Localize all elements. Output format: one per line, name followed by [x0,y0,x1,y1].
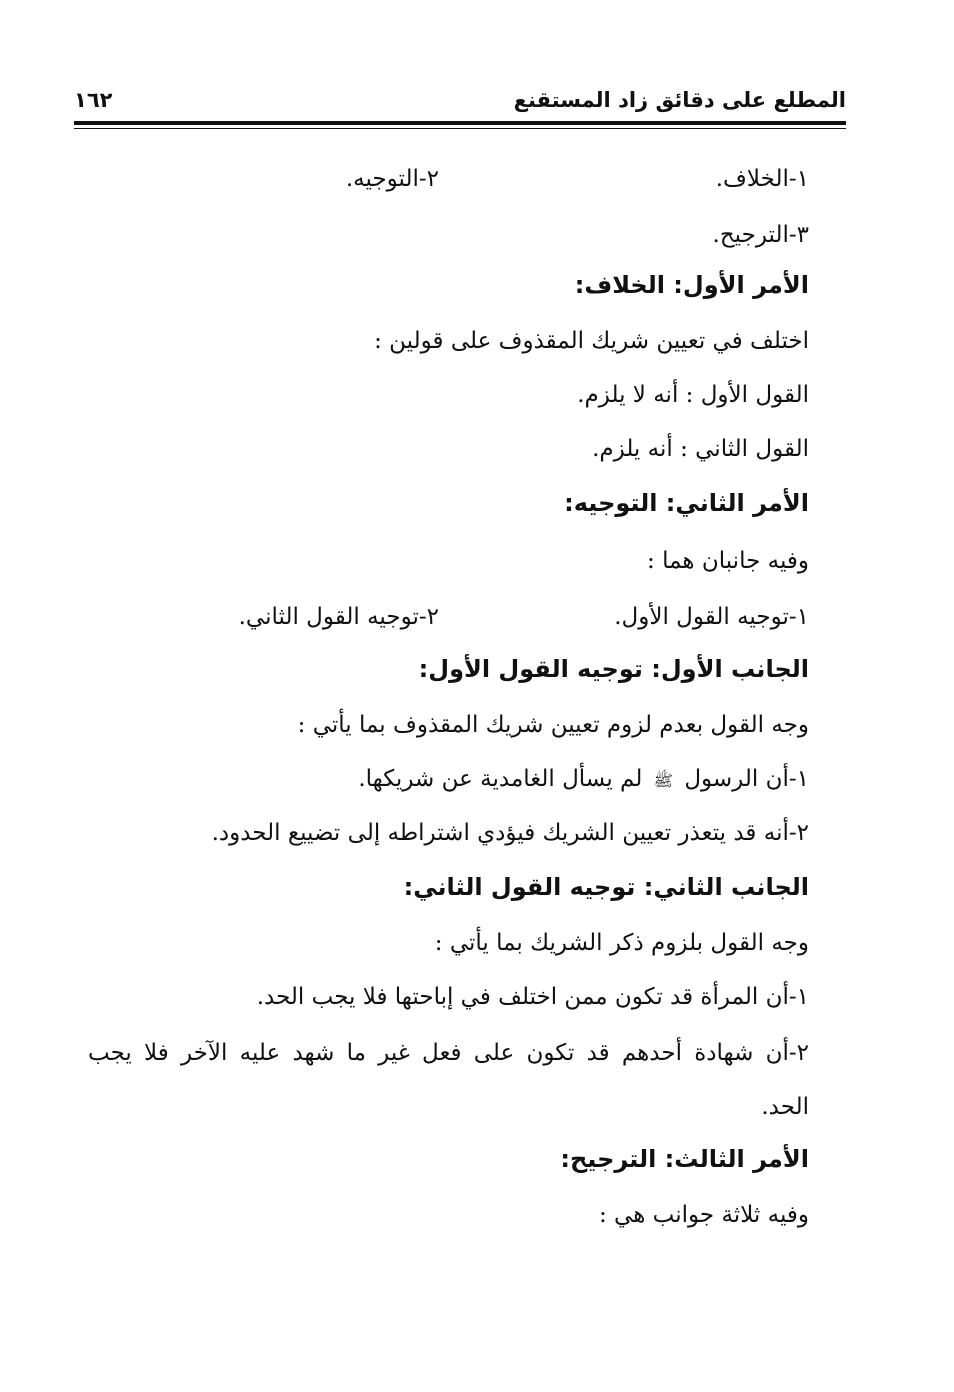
paragraph-line: وجه القول بلزوم ذكر الشريك بما يأتي : [434,930,809,956]
book-title: المطلع على دقائق زاد المستقنع [513,88,846,112]
paragraph-line: وجه القول بعدم لزوم تعيين شريك المقذوف بما يأتي : [297,712,809,738]
header-rule-thick [74,121,846,125]
section-heading-4: الجانب الثاني: توجيه القول الثاني: [403,873,809,901]
paragraph-line: وفيه ثلاثة جوانب هي : [599,1202,809,1228]
paragraph-line: ٢-أن شهادة أحدهم قد تكون على فعل غير ما شهد عليه الآخر فلا يجب [88,1040,809,1066]
paragraph-line: ١-أن المرأة قد تكون ممن اختلف في إباحتها فلا يجب الحد. [256,984,809,1010]
paragraph-line: القول الأول : أنه لا يلزم. [577,382,809,408]
section-heading-3: الجانب الأول: توجيه القول الأول: [418,655,809,683]
list-item-tawjih: ٢-التوجيه. [345,166,439,192]
list-item-tarjih: ٣-الترجيح. [712,222,809,248]
paragraph-line: وفيه جانبان هما : [647,548,809,574]
paragraph-line: ٢-أنه قد يتعذر تعيين الشريك فيؤدي اشتراطه إلى تضييع الحدود. [211,820,809,846]
paragraph-line: اختلف في تعيين شريك المقذوف على قولين : [374,328,809,354]
list-item-first-view: ١-توجيه القول الأول. [614,604,809,630]
line-text: ١-أن الرسول [684,766,809,792]
list-item-second-view: ٢-توجيه القول الثاني. [238,604,439,630]
section-heading-1: الأمر الأول: الخلاف: [574,271,809,299]
line-text: لم يسأل الغامدية عن شريكها. [358,766,643,792]
section-heading-2: الأمر الثاني: التوجيه: [564,489,809,517]
list-line-2 [238,602,809,632]
section-heading-5: الأمر الثالث: الترجيح: [560,1145,809,1173]
paragraph-line [358,764,809,796]
paragraph-line: الحد. [761,1094,809,1120]
list-line-1 [345,164,809,194]
header-rule-thin [74,128,846,129]
list-item-khilaf: ١-الخلاف. [715,166,809,192]
page-number: ١٦٢ [74,88,113,112]
honorific-symbol: ﷺ [653,771,673,790]
paragraph-line: القول الثاني : أنه يلزم. [592,436,809,462]
